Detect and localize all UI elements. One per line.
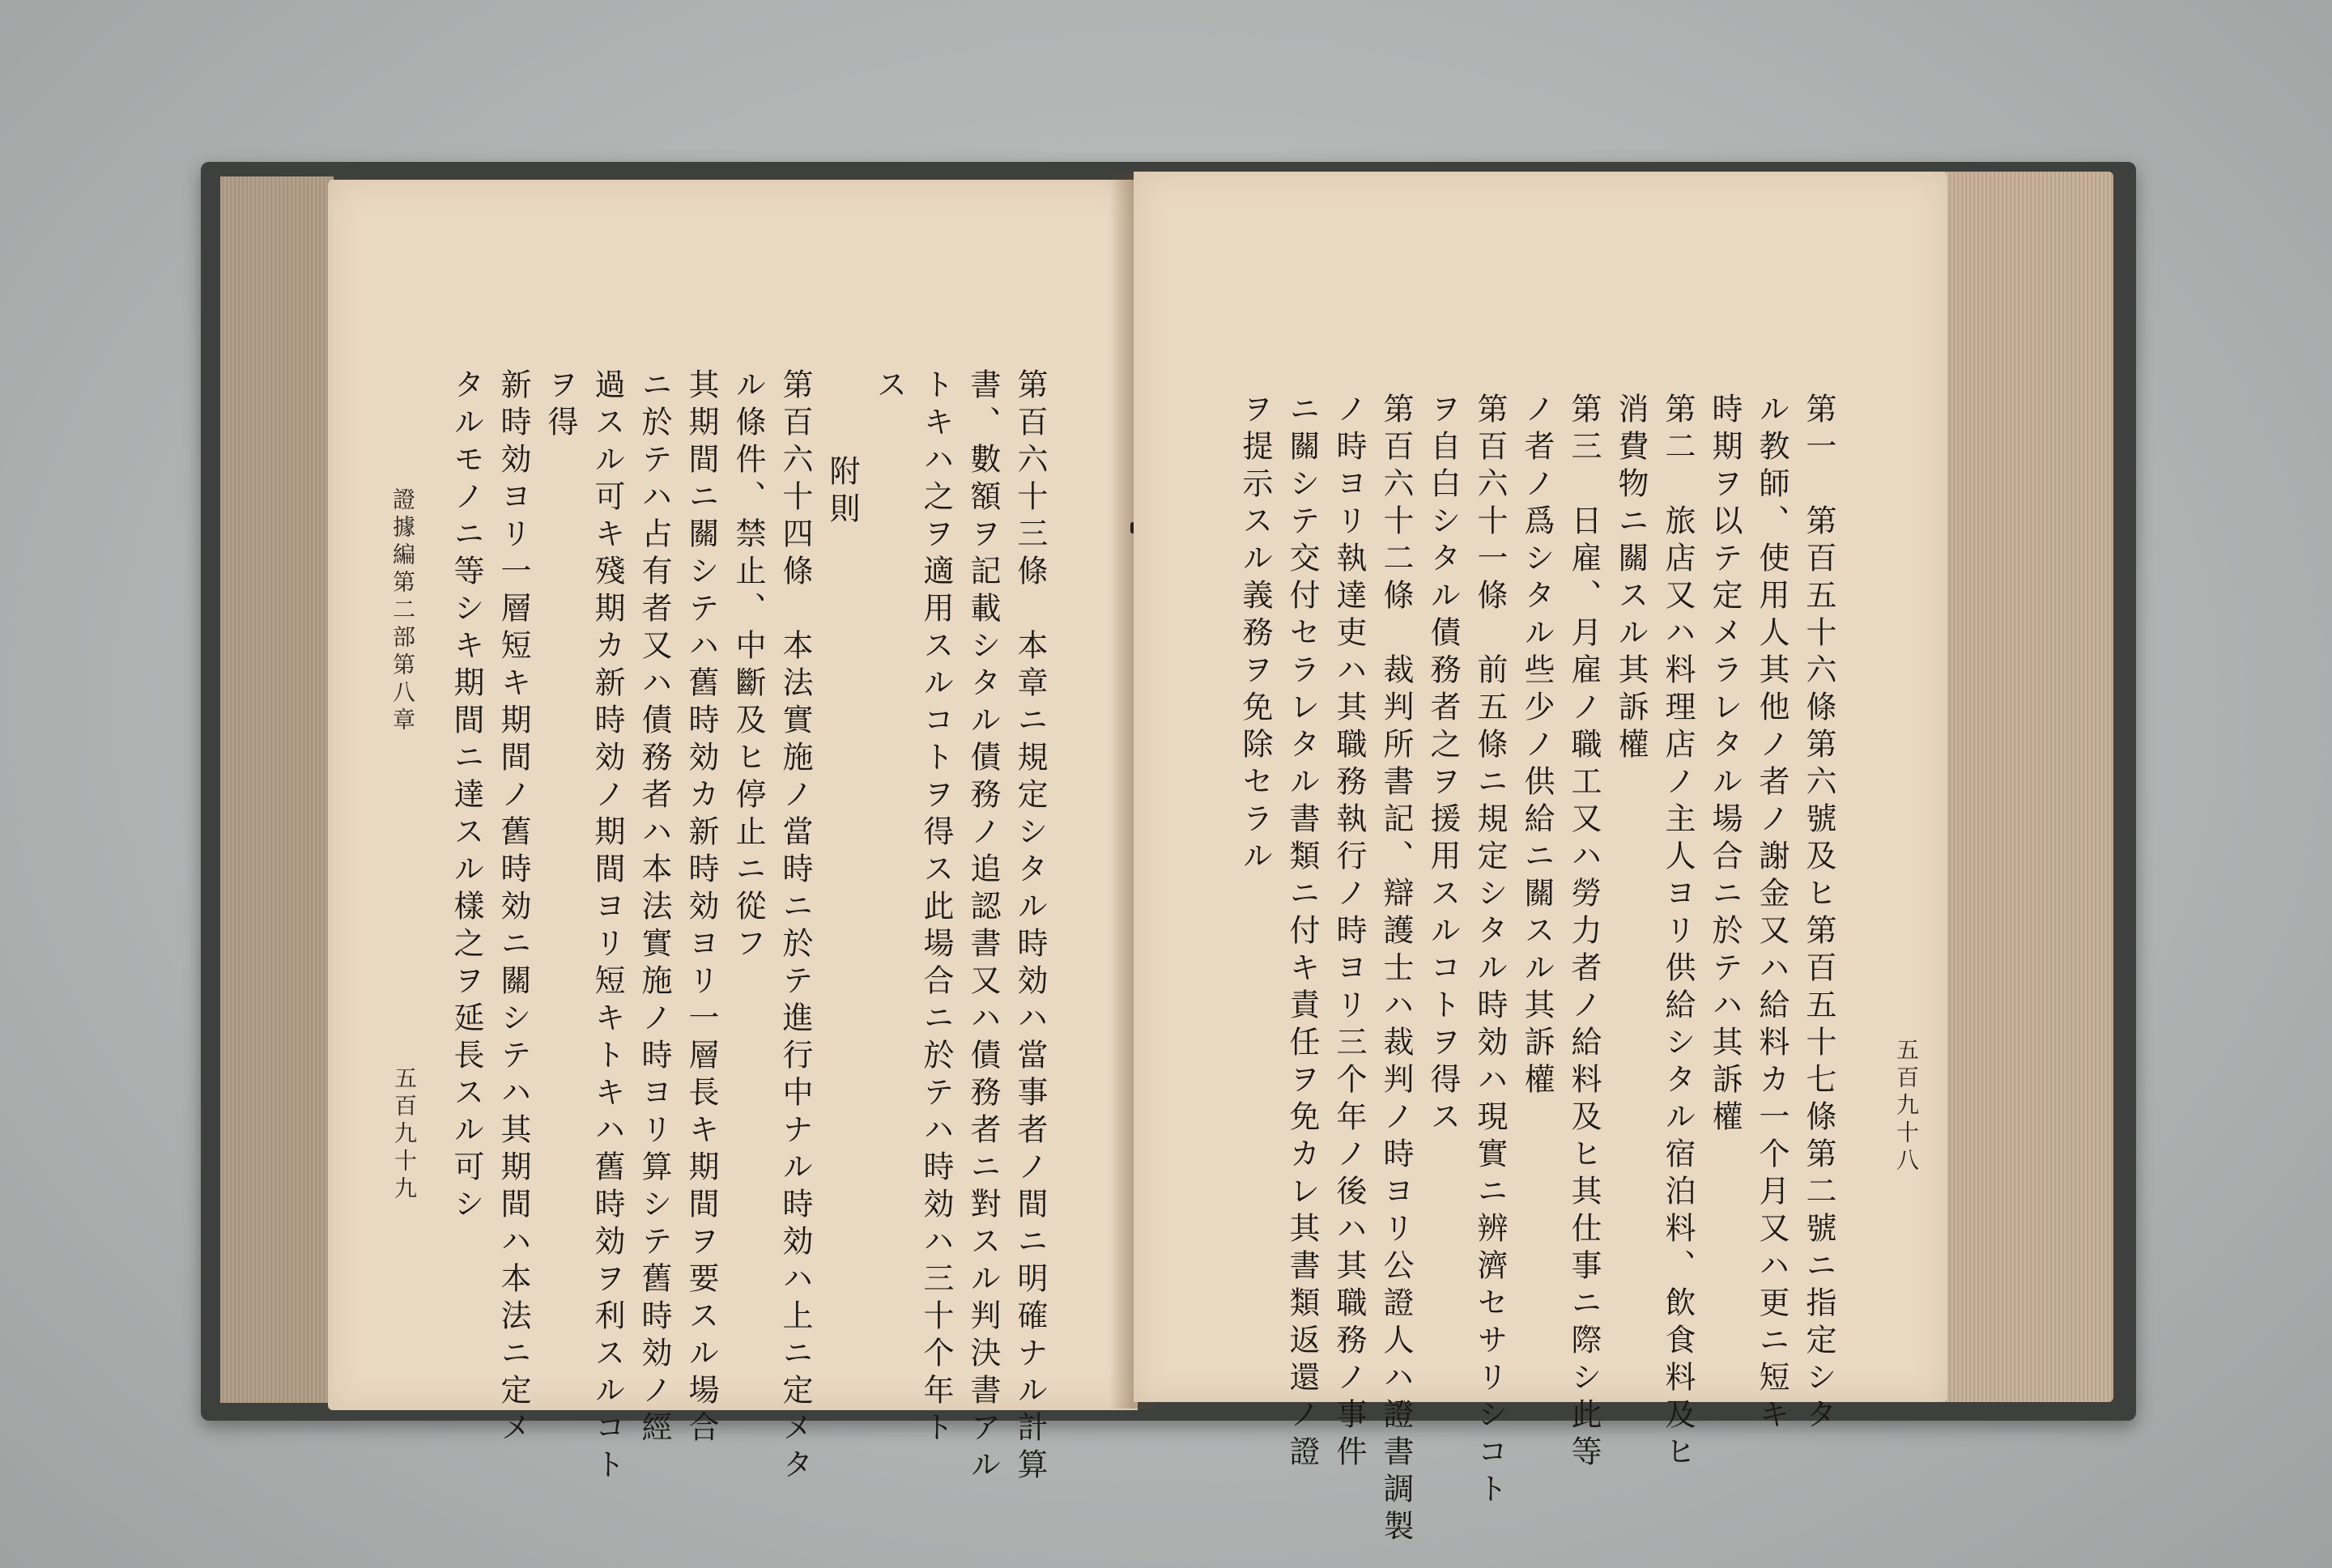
left-column-2: 書、數額ヲ記載シタル債務ノ追認書又ハ債務者ニ對スル判決書アル [965, 368, 1001, 1485]
right-column-9: ヲ自白シタル債務者之ヲ援用スルコトヲ得ス [1425, 393, 1461, 1137]
left-column-1: 第百六十三條 本章ニ規定シタル時効ハ當事者ノ間ニ明確ナル計算 [1012, 368, 1048, 1485]
left-column-6: 第百六十四條 本法實施ノ當時ニ於テ進行中ナル時効ハ上ニ定メタ [777, 368, 813, 1485]
right-column-10: 第百六十二條 裁判所書記、辯護士ハ裁判ノ時ヨリ公證人ハ證書調製 [1378, 393, 1414, 1547]
right-column-7: ノ者ノ爲シタル些少ノ供給ニ關スル其訴權 [1519, 393, 1555, 1100]
right-column-2: ル教師、使用人其他ノ者ノ謝金又ハ給料カ一个月又ハ更ニ短キ [1754, 393, 1789, 1435]
right-page [1134, 172, 1947, 1547]
right-column-5: 消費物ニ關スル其訴權 [1613, 393, 1649, 765]
right-column-4: 第二 旅店又ハ料理店ノ主人ヨリ供給シタル宿泊料、飲食料及ヒ [1660, 393, 1696, 1472]
right-column-12: ニ關シテ交付セラレタル書類ニ付キ責任ヲ免カレ其書類返還ノ證 [1284, 393, 1320, 1472]
right-column-6: 第三 日雇、月雇ノ職工又ハ勞力者ノ給料及ヒ其仕事ニ際シ此等 [1566, 393, 1602, 1472]
right-column-13: ヲ提示スル義務ヲ免除セラル [1237, 393, 1273, 877]
left-column-7: ル條件、禁止、中斷及ヒ停止ニ從フ [730, 368, 766, 964]
left-column-5: 附則 [824, 455, 860, 529]
left-column-12: 新時効ヨリ一層短キ期間ノ舊時効ニ關シテハ其期間ハ本法ニ定メ [496, 368, 531, 1448]
left-column-11: ヲ得 [543, 368, 578, 443]
right-column-11: ノ時ヨリ執達吏ハ其職務執行ノ時ヨリ三个年ノ後ハ其職務ノ事件 [1331, 393, 1367, 1472]
left-column-8: 其期間ニ關シテハ舊時効カ新時効ヨリ一層長キ期間ヲ要スル場合 [683, 368, 719, 1448]
page-number-right: 五百九十八 [1893, 1038, 1920, 1175]
page-edges-left [220, 176, 334, 1403]
left-column-9: ニ於テハ占有者又ハ債務者ハ本法實施ノ時ヨリ算シテ舊時効ノ經 [636, 368, 672, 1448]
page-edges-right [1943, 172, 2113, 1402]
right-column-8: 第百六十一條 前五條ニ規定シタル時効ハ現實ニ辨濟セサリシコト [1472, 393, 1508, 1510]
right-column-1: 第一 第百五十六條第六號及ヒ第百五十七條第二號ニ指定シタ [1801, 393, 1836, 1435]
left-column-10: 過スル可キ殘期カ新時効ノ期間ヨリ短キトキハ舊時効ヲ利スルコト [589, 368, 625, 1485]
left-column-13: タルモノニ等シキ期間ニ達スル樣之ヲ延長スル可シ [449, 368, 484, 1225]
left-column-4: ス [871, 368, 907, 406]
left-page [328, 180, 1138, 1485]
page-number-left: 五百九十九 [391, 1066, 418, 1204]
left-column-3: トキハ之ヲ適用スルコトヲ得ス此場合ニ於テハ時効ハ三十个年ト [918, 368, 954, 1448]
right-column-3: 時期ヲ以テ定メラレタル場合ニ於テハ其訴權 [1707, 393, 1743, 1137]
running-head: 證據編第二部第八章 [389, 487, 416, 735]
